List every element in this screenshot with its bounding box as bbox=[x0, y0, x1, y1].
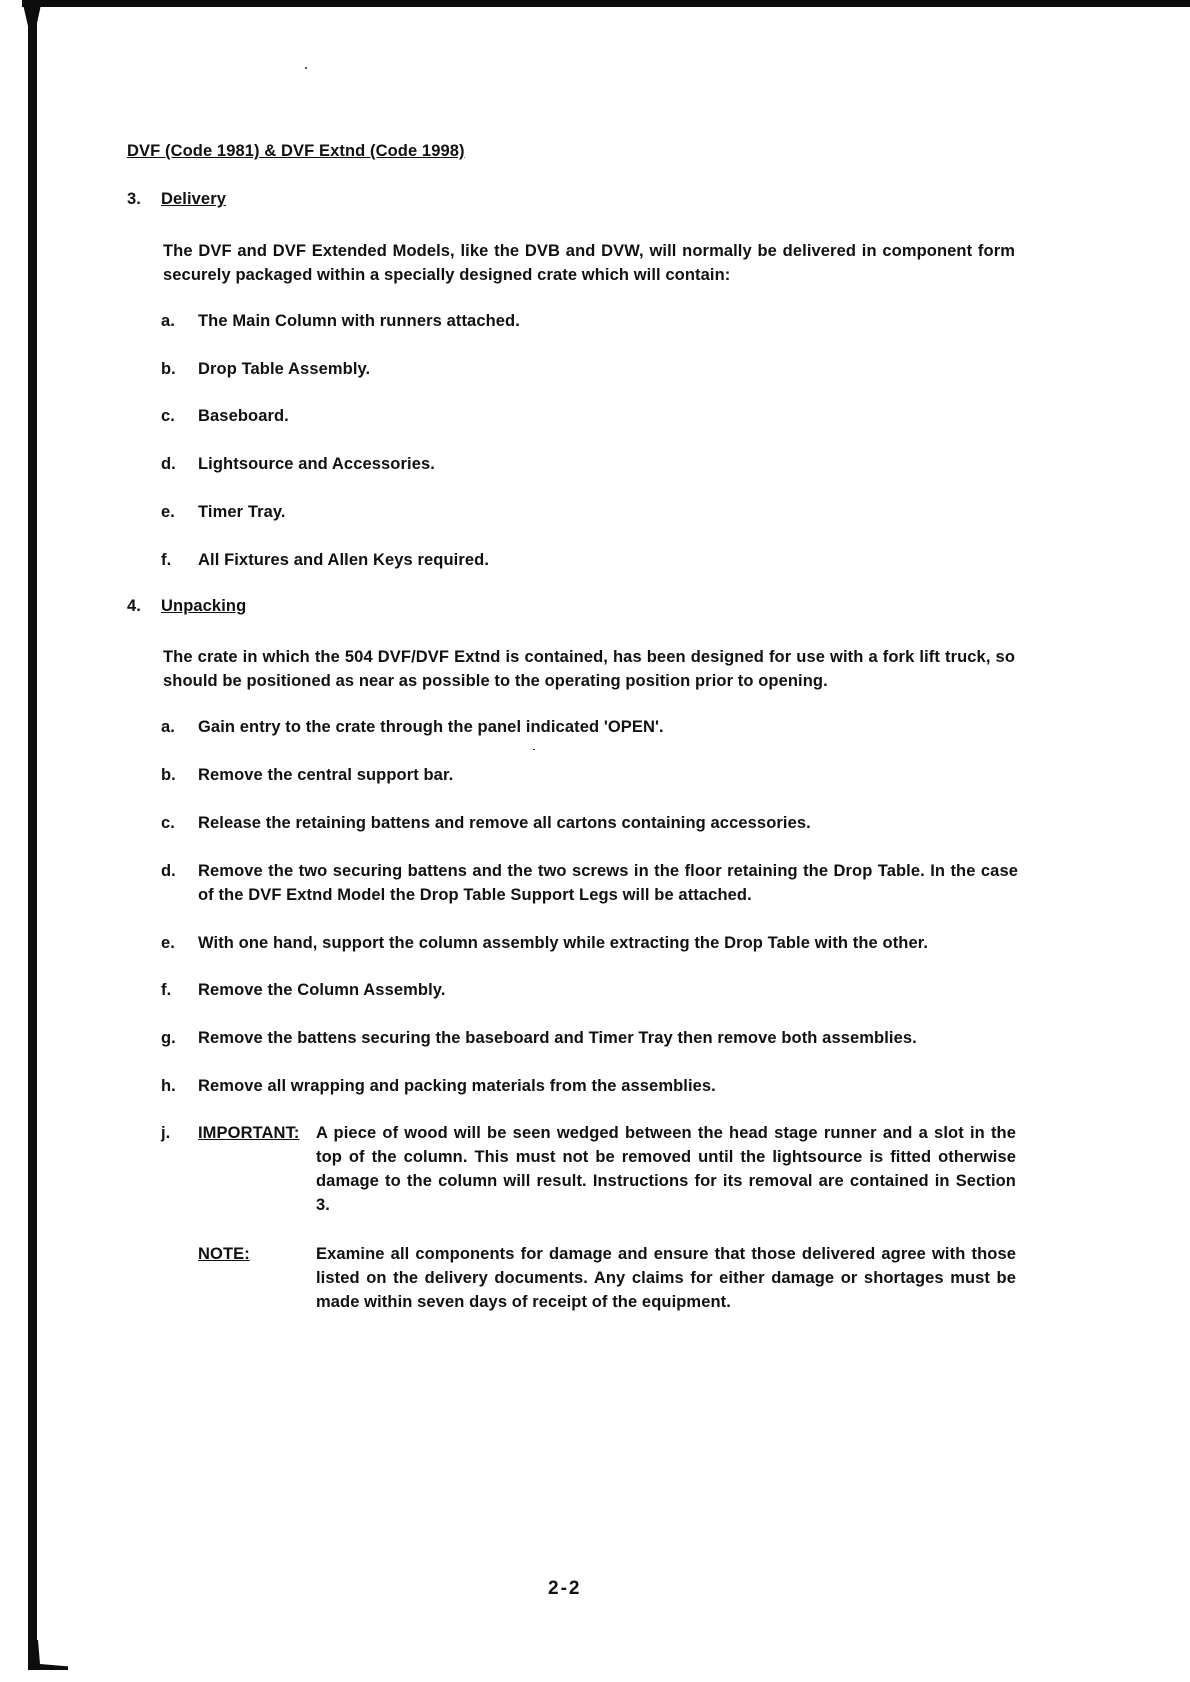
list-item-label: f. bbox=[161, 981, 172, 999]
list-item-label: b. bbox=[161, 766, 176, 784]
list-item-label: a. bbox=[161, 718, 175, 736]
section-title: Delivery bbox=[161, 190, 227, 208]
list-item-text: Gain entry to the crate through the panel indicated 'OPEN'. bbox=[198, 718, 664, 736]
list-item-label: b. bbox=[161, 360, 176, 378]
list-item-label: e. bbox=[161, 934, 175, 952]
list-item-text: Remove the two securing battens and the two screws in the floor retaining the Drop Table. In the case of the DVF Extnd Model the Drop Table Support Legs will be attached. bbox=[198, 862, 1018, 904]
list-item-text: Remove all wrapping and packing materials from the assemblies. bbox=[198, 1077, 716, 1095]
list-item-label: a. bbox=[161, 312, 175, 330]
document-heading: DVF (Code 1981) & DVF Extnd (Code 1998) bbox=[127, 142, 465, 160]
list-item-text: Baseboard. bbox=[198, 407, 289, 425]
note-tag-colon: : bbox=[244, 1245, 250, 1263]
page-number: 2-2 bbox=[548, 1578, 582, 1599]
list-item-text: The Main Column with runners attached. bbox=[198, 312, 520, 330]
section-number: 4. bbox=[127, 597, 141, 615]
list-item-text: Lightsource and Accessories. bbox=[198, 455, 435, 473]
list-item-label: d. bbox=[161, 862, 176, 880]
list-item-label: e. bbox=[161, 503, 175, 521]
list-item-text: Timer Tray. bbox=[198, 503, 286, 521]
list-item-label: c. bbox=[161, 814, 175, 832]
list-item-text: Remove the central support bar. bbox=[198, 766, 454, 784]
list-item-text: Release the retaining battens and remove all cartons containing accessories. bbox=[198, 814, 811, 832]
list-item-text: With one hand, support the column assembly while extracting the Drop Table with the other. bbox=[198, 934, 929, 952]
section-unpacking-heading bbox=[127, 597, 246, 616]
list-item-label: h. bbox=[161, 1077, 176, 1095]
note-text: Examine all components for damage and ensure that those delivered agree with those listed on the delivery documents. Any claims for either damage or shortages must be made within seven days of receipt of the equipment. bbox=[316, 1245, 1016, 1311]
section-delivery-heading bbox=[127, 190, 226, 209]
list-item-label: f. bbox=[161, 551, 172, 569]
note-tag-word: NOTE bbox=[198, 1245, 245, 1263]
section-unpacking-intro: The crate in which the 504 DVF/DVF Extnd is contained, has been designed for use with a fork lift truck, so should be positioned as near as possible to the operating position prior to opening. bbox=[163, 648, 1015, 690]
note-tag bbox=[198, 1242, 250, 1266]
list-item-text: Drop Table Assembly. bbox=[198, 360, 371, 378]
list-item-text: Remove the Column Assembly. bbox=[198, 981, 446, 999]
list-item-label: d. bbox=[161, 455, 176, 473]
important-tag: IMPORTANT: bbox=[198, 1124, 300, 1142]
list-item-label: j. bbox=[161, 1124, 171, 1142]
list-item-text: All Fixtures and Allen Keys required. bbox=[198, 551, 489, 569]
important-text: A piece of wood will be seen wedged between the head stage runner and a slot in the top of the column. This must not be removed until the lightsource is fitted otherwise damage to the column will result. Instructions for its removal are contained in Section 3. bbox=[316, 1124, 1016, 1214]
section-number: 3. bbox=[127, 190, 141, 208]
section-title: Unpacking bbox=[161, 597, 247, 615]
list-item-label: g. bbox=[161, 1029, 176, 1047]
section-delivery-intro: The DVF and DVF Extended Models, like the DVB and DVW, will normally be delivered in component form securely packaged within a specially designed crate which will contain: bbox=[163, 242, 1015, 284]
list-item-label: c. bbox=[161, 407, 175, 425]
list-item-text: Remove the battens securing the baseboard and Timer Tray then remove both assemblies. bbox=[198, 1029, 917, 1047]
